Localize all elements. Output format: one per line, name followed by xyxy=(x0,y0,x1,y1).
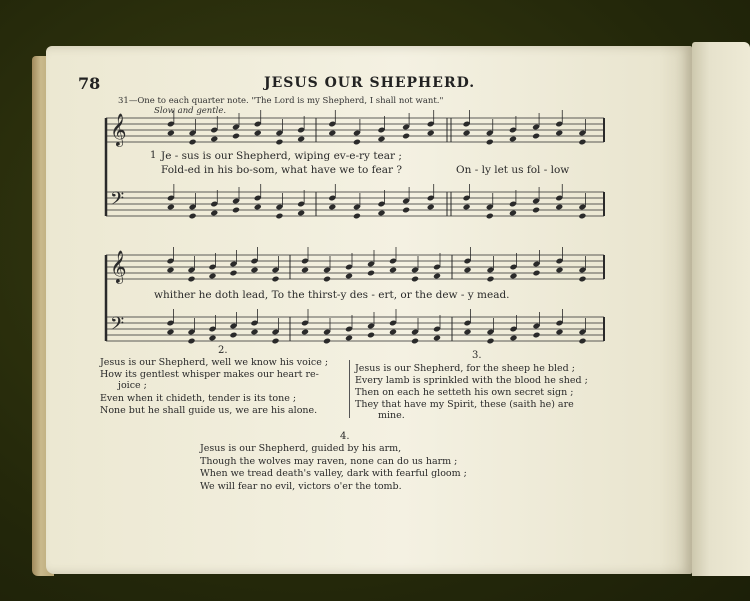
bass-note xyxy=(187,338,195,345)
treble-note xyxy=(166,267,174,274)
treble-clef-icon: 𝄞 xyxy=(110,250,127,283)
bass-note xyxy=(189,213,197,220)
treble-note xyxy=(297,136,305,143)
verse-3-line: Jesus is our Shepherd, for the sheep he bled ; xyxy=(355,363,575,374)
bass-note xyxy=(578,338,586,345)
treble-note xyxy=(463,267,471,274)
bass-clef-icon: 𝄢 xyxy=(110,189,125,214)
bass-note xyxy=(345,335,353,342)
bass-note xyxy=(411,338,419,345)
song-title: JESUS OUR SHEPHERD. xyxy=(264,75,476,91)
bass-note xyxy=(486,338,494,345)
treble-note xyxy=(328,130,336,137)
bass-note xyxy=(427,204,435,211)
verse-number-2: 2. xyxy=(218,345,228,356)
treble-note xyxy=(275,139,283,146)
treble-note xyxy=(532,133,540,140)
hymn-meta: 31—One to each quarter note. "The Lord is my Shepherd, I shall not want." xyxy=(118,96,444,106)
bass-note xyxy=(208,335,216,342)
bass-note xyxy=(328,204,336,211)
verse-3-line: They that have my Spirit, these (saith he) are xyxy=(355,399,574,410)
lyric-line-1: Je - sus is our Shepherd, wiping ev-e-ry tear ; xyxy=(161,150,402,162)
treble-note xyxy=(427,130,435,137)
verse-3-line: Every lamb is sprinkled with the blood he shed ; xyxy=(355,375,588,386)
bass-note xyxy=(229,332,237,339)
bass-note xyxy=(463,204,471,211)
treble-note xyxy=(486,276,494,283)
treble-note xyxy=(509,273,517,280)
treble-note xyxy=(389,267,397,274)
bass-note xyxy=(166,329,174,336)
tempo-marking: Slow and gentle. xyxy=(154,106,227,116)
verse-4-line: We will fear no evil, victors o'er the tomb. xyxy=(200,481,402,492)
treble-note xyxy=(555,130,563,137)
verse-2-line: Jesus is our Shepherd, well we know his voice ; xyxy=(100,357,329,368)
treble-note xyxy=(229,270,237,277)
bass-clef-icon: 𝄢 xyxy=(110,314,125,339)
treble-clef-icon: 𝄞 xyxy=(110,113,127,146)
bass-note xyxy=(486,213,494,220)
treble-note xyxy=(208,273,216,280)
treble-note xyxy=(411,276,419,283)
bass-note xyxy=(232,207,240,214)
bass-note xyxy=(555,329,563,336)
bass-note xyxy=(402,207,410,214)
verse-2-line: joice ; xyxy=(118,380,147,391)
bass-note xyxy=(367,332,375,339)
bass-note xyxy=(433,335,441,342)
lyric-continuation: On - ly let us fol - low xyxy=(456,164,570,176)
bass-note xyxy=(297,210,305,217)
treble-note xyxy=(345,273,353,280)
verse-3-line: Then on each he setteth his own secret sign ; xyxy=(355,387,574,398)
bass-note xyxy=(167,204,175,211)
bass-note xyxy=(377,210,385,217)
treble-note xyxy=(254,130,262,137)
bass-note xyxy=(254,204,262,211)
bass-note xyxy=(271,338,279,345)
treble-note xyxy=(187,276,195,283)
treble-note xyxy=(210,136,218,143)
bass-note xyxy=(275,213,283,220)
bass-note xyxy=(323,338,331,345)
treble-note xyxy=(509,136,517,143)
bass-note xyxy=(250,329,258,336)
bass-note xyxy=(210,210,218,217)
bass-note xyxy=(463,329,471,336)
treble-note xyxy=(189,139,197,146)
treble-note xyxy=(463,130,471,137)
bass-note xyxy=(532,207,540,214)
bass-note xyxy=(578,213,586,220)
treble-note xyxy=(486,139,494,146)
treble-note xyxy=(532,270,540,277)
lyric-line-2: Fold-ed in his bo-som, what have we to fear ? xyxy=(161,164,403,176)
bass-note xyxy=(509,210,517,217)
treble-note xyxy=(250,267,258,274)
verse-4-line: Though the wolves may raven, none can do us harm ; xyxy=(200,456,458,467)
treble-note xyxy=(301,267,309,274)
verse-2-line: None but he shall guide us, we are his alone. xyxy=(100,405,318,416)
treble-note xyxy=(367,270,375,277)
treble-note xyxy=(271,276,279,283)
bass-note xyxy=(555,204,563,211)
verse-2-line: Even when it chideth, tender is its tone ; xyxy=(100,393,297,404)
treble-note xyxy=(433,273,441,280)
page-number: 78 xyxy=(78,74,101,93)
lyric-line-3: whither he doth lead, To the thirst-y des - ert, or the dew - y mead. xyxy=(154,289,510,301)
treble-note xyxy=(402,133,410,140)
verse-number-4: 4. xyxy=(340,431,350,442)
bass-note xyxy=(353,213,361,220)
verse-number-3: 3. xyxy=(472,350,482,361)
treble-note xyxy=(167,130,175,137)
treble-note xyxy=(578,139,586,146)
verse-4-line: Jesus is our Shepherd, guided by his arm, xyxy=(200,443,402,454)
treble-note xyxy=(232,133,240,140)
bass-note xyxy=(532,332,540,339)
treble-note xyxy=(578,276,586,283)
treble-note xyxy=(323,276,331,283)
bass-note xyxy=(509,335,517,342)
bass-note xyxy=(389,329,397,336)
verse-4-line: When we tread death's valley, dark with fearful gloom ; xyxy=(200,468,467,479)
treble-note xyxy=(353,139,361,146)
verse-divider xyxy=(349,360,350,418)
music-notes xyxy=(106,110,604,344)
verse-3-line: mine. xyxy=(378,410,405,421)
treble-note xyxy=(377,136,385,143)
verse-2-line: How its gentlest whisper makes our heart re- xyxy=(100,369,319,380)
bass-note xyxy=(301,329,309,336)
verse-number-1: 1 xyxy=(150,150,157,161)
treble-note xyxy=(555,267,563,274)
